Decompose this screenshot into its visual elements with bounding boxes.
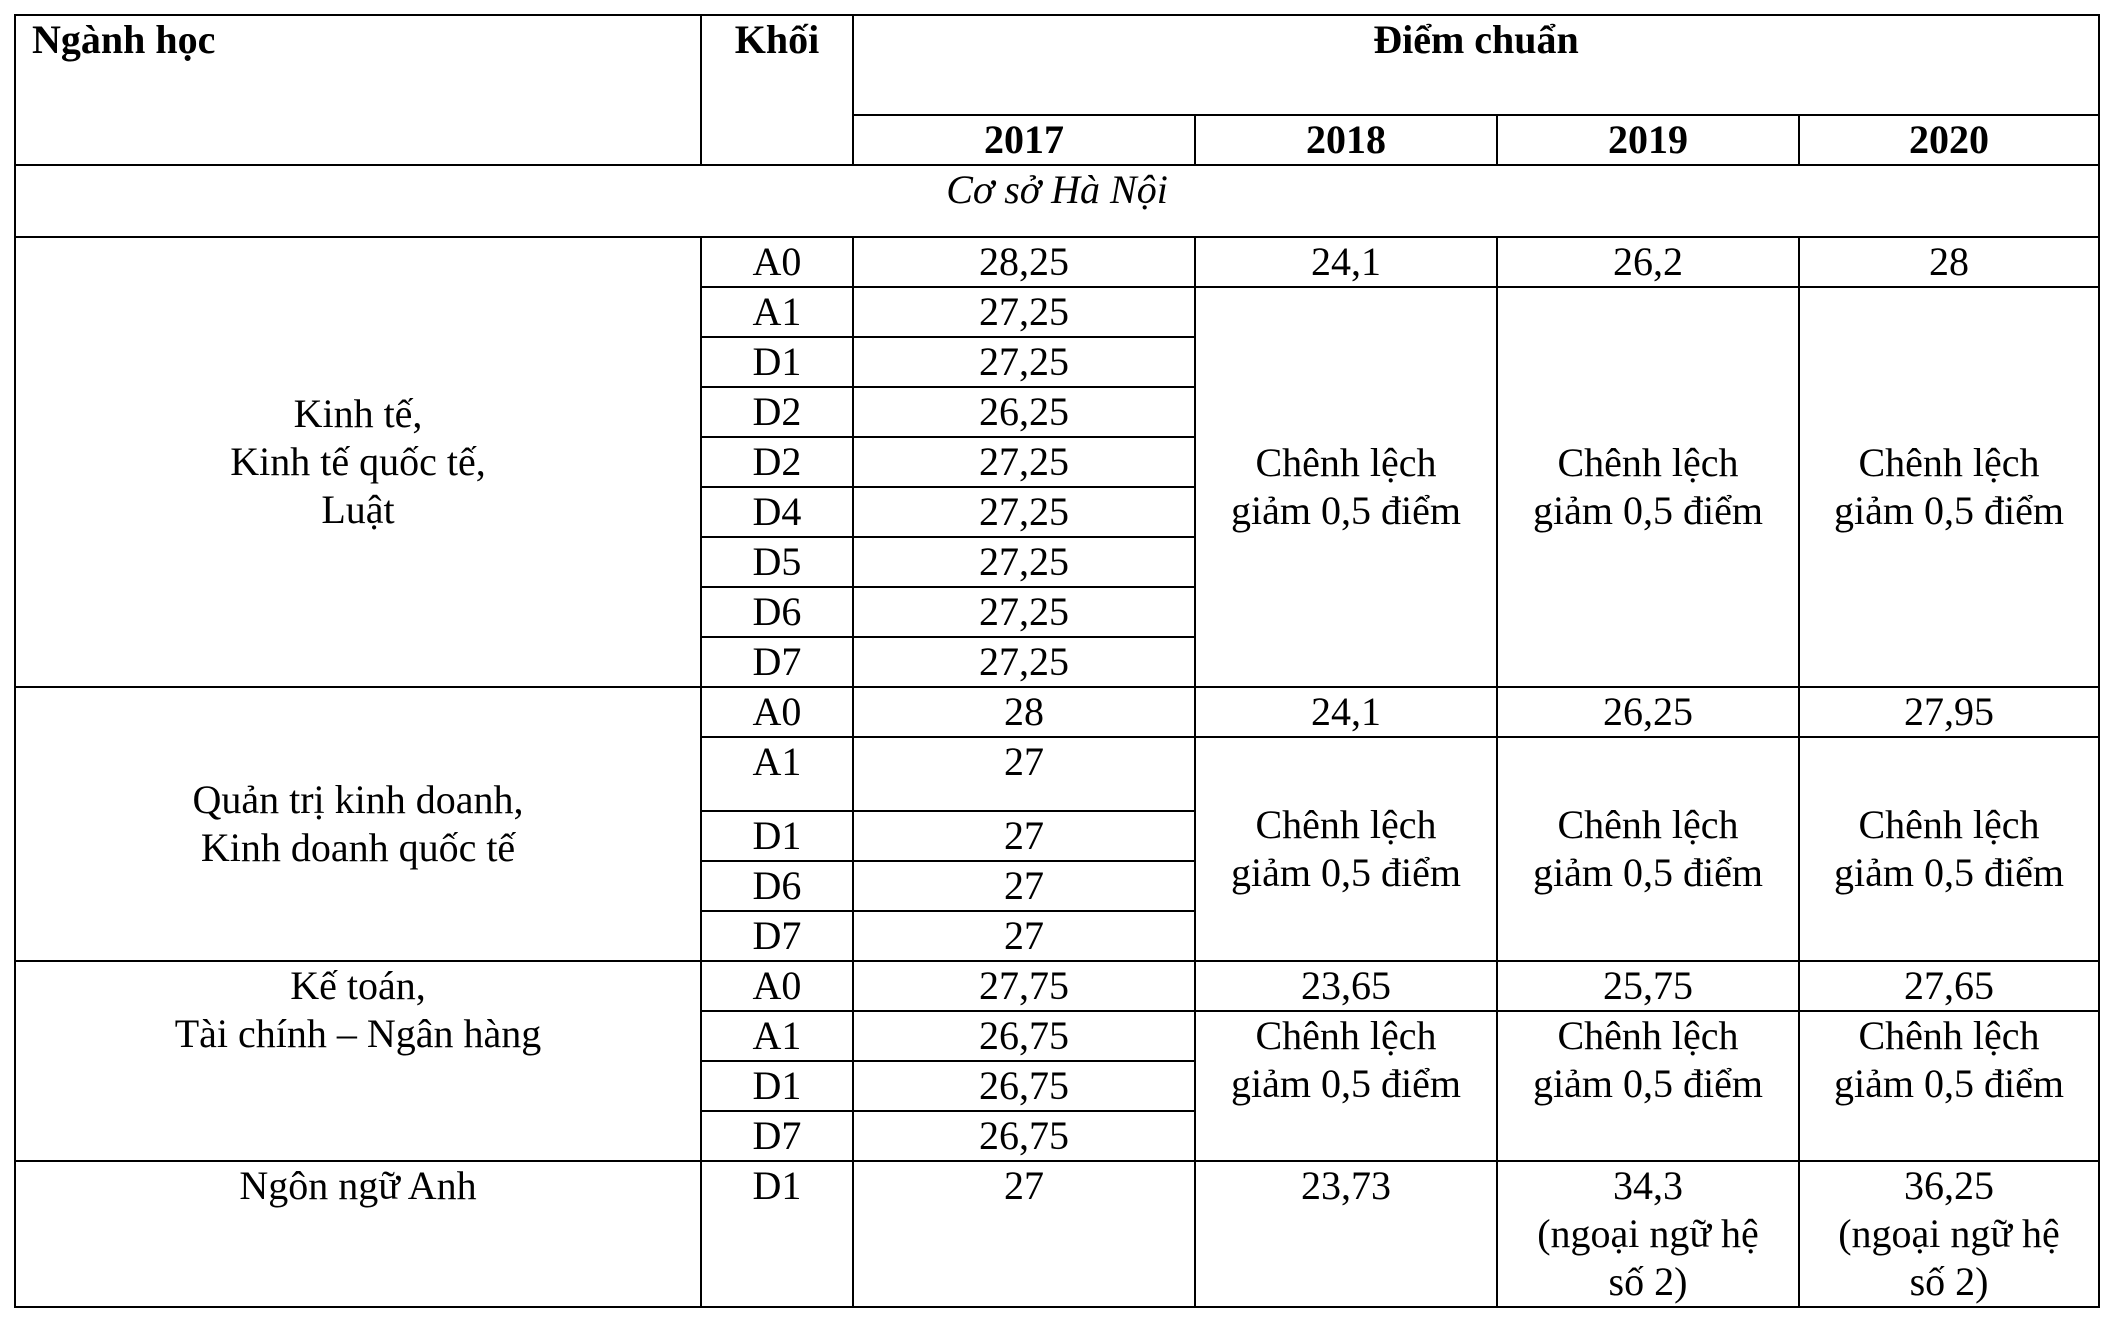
header-block: Khối [701, 15, 853, 165]
score-2019: 25,75 [1497, 961, 1799, 1011]
score-line: số 2) [1909, 1259, 1989, 1304]
block-cell: D1 [701, 1161, 853, 1307]
diff-line: giảm 0,5 điểm [1231, 488, 1461, 533]
table-row [15, 1161, 2099, 1307]
diff-line: giảm 0,5 điểm [1834, 488, 2064, 533]
block-cell: D6 [701, 587, 853, 637]
score-2019 [1497, 1161, 1799, 1307]
score-2018: 23,73 [1195, 1161, 1497, 1307]
score-line: (ngoại ngữ hệ [1838, 1211, 2060, 1256]
diff-line: giảm 0,5 điểm [1834, 850, 2064, 895]
score-2020: 27,95 [1799, 687, 2099, 737]
score-2017: 26,75 [853, 1061, 1195, 1111]
block-cell: A1 [701, 1011, 853, 1061]
header-year-2017: 2017 [853, 115, 1195, 165]
diff-line: Chênh lệch [1255, 802, 1437, 847]
block-cell: D1 [701, 337, 853, 387]
diff-cell-2019 [1497, 737, 1799, 961]
score-2017: 27 [853, 811, 1195, 861]
block-cell: A0 [701, 961, 853, 1011]
score-line: (ngoại ngữ hệ [1537, 1211, 1759, 1256]
block-cell: D1 [701, 1061, 853, 1111]
score-2017: 27,25 [853, 437, 1195, 487]
diff-line: Chênh lệch [1858, 1013, 2040, 1058]
score-2020: 27,65 [1799, 961, 2099, 1011]
major-cell [15, 237, 701, 687]
major-line: Tài chính – Ngân hàng [174, 1011, 542, 1056]
score-line: 36,25 [1904, 1163, 1994, 1208]
header-year-2018: 2018 [1195, 115, 1497, 165]
diff-line: Chênh lệch [1557, 1013, 1739, 1058]
major-line: Kinh tế quốc tế, [230, 439, 486, 484]
block-cell: A1 [701, 287, 853, 337]
table-row [15, 687, 2099, 737]
diff-line: Chênh lệch [1858, 440, 2040, 485]
score-2017: 27,25 [853, 587, 1195, 637]
diff-line: giảm 0,5 điểm [1231, 850, 1461, 895]
diff-line: giảm 0,5 điểm [1533, 1061, 1763, 1106]
block-cell: D7 [701, 637, 853, 687]
score-2019: 26,2 [1497, 237, 1799, 287]
header-row [15, 15, 2099, 115]
score-2017: 27 [853, 911, 1195, 961]
score-2018: 24,1 [1195, 687, 1497, 737]
diff-line: Chênh lệch [1557, 802, 1739, 847]
diff-line: Chênh lệch [1858, 802, 2040, 847]
score-2017: 27,25 [853, 537, 1195, 587]
score-line: số 2) [1608, 1259, 1688, 1304]
score-2018: 24,1 [1195, 237, 1497, 287]
block-cell: D4 [701, 487, 853, 537]
block-cell: D5 [701, 537, 853, 587]
diff-cell-2019 [1497, 287, 1799, 687]
block-cell: A1 [701, 737, 853, 811]
block-cell: A0 [701, 687, 853, 737]
major-line: Luật [321, 487, 395, 532]
block-cell: D7 [701, 1111, 853, 1161]
major-line: Quản trị kinh doanh, [192, 777, 524, 822]
score-2017: 27,25 [853, 487, 1195, 537]
section-title: Cơ sở Hà Nội [15, 165, 2099, 237]
score-2017: 28,25 [853, 237, 1195, 287]
diff-line: Chênh lệch [1557, 440, 1739, 485]
block-cell: A0 [701, 237, 853, 287]
diff-cell-2018 [1195, 737, 1497, 961]
score-2017: 27 [853, 1161, 1195, 1307]
diff-line: giảm 0,5 điểm [1533, 850, 1763, 895]
score-2017: 27,75 [853, 961, 1195, 1011]
major-line: Kinh tế, [293, 391, 423, 436]
score-2017: 27,25 [853, 337, 1195, 387]
score-2017: 28 [853, 687, 1195, 737]
diff-cell-2020 [1799, 1011, 2099, 1161]
section-row [15, 165, 2099, 237]
diff-cell-2018 [1195, 1011, 1497, 1161]
score-2017: 27 [853, 861, 1195, 911]
diff-line: Chênh lệch [1255, 440, 1437, 485]
diff-cell-2020 [1799, 737, 2099, 961]
score-line: 34,3 [1613, 1163, 1683, 1208]
score-2017: 26,25 [853, 387, 1195, 437]
block-cell: D2 [701, 387, 853, 437]
major-cell: Ngôn ngữ Anh [15, 1161, 701, 1307]
table-row [15, 961, 2099, 1011]
table-row [15, 237, 2099, 287]
block-cell: D6 [701, 861, 853, 911]
score-2017: 26,75 [853, 1111, 1195, 1161]
admission-scores-table [14, 14, 2100, 1308]
diff-cell-2020 [1799, 287, 2099, 687]
score-2020 [1799, 1161, 2099, 1307]
major-line: Kinh doanh quốc tế [200, 825, 516, 870]
block-cell: D7 [701, 911, 853, 961]
diff-line: giảm 0,5 điểm [1834, 1061, 2064, 1106]
score-2017: 26,75 [853, 1011, 1195, 1061]
header-year-2019: 2019 [1497, 115, 1799, 165]
score-2017: 27,25 [853, 287, 1195, 337]
header-year-2020: 2020 [1799, 115, 2099, 165]
block-cell: D2 [701, 437, 853, 487]
score-2017: 27,25 [853, 637, 1195, 687]
diff-cell-2018 [1195, 287, 1497, 687]
score-2020: 28 [1799, 237, 2099, 287]
diff-cell-2019 [1497, 1011, 1799, 1161]
diff-line: giảm 0,5 điểm [1533, 488, 1763, 533]
header-major: Ngành học [15, 15, 701, 165]
block-cell: D1 [701, 811, 853, 861]
score-2018: 23,65 [1195, 961, 1497, 1011]
diff-line: Chênh lệch [1255, 1013, 1437, 1058]
major-cell [15, 961, 701, 1161]
major-cell [15, 687, 701, 961]
diff-line: giảm 0,5 điểm [1231, 1061, 1461, 1106]
score-2017: 27 [853, 737, 1195, 811]
major-line: Kế toán, [290, 963, 426, 1008]
score-2019: 26,25 [1497, 687, 1799, 737]
header-score: Điểm chuẩn [853, 15, 2099, 115]
